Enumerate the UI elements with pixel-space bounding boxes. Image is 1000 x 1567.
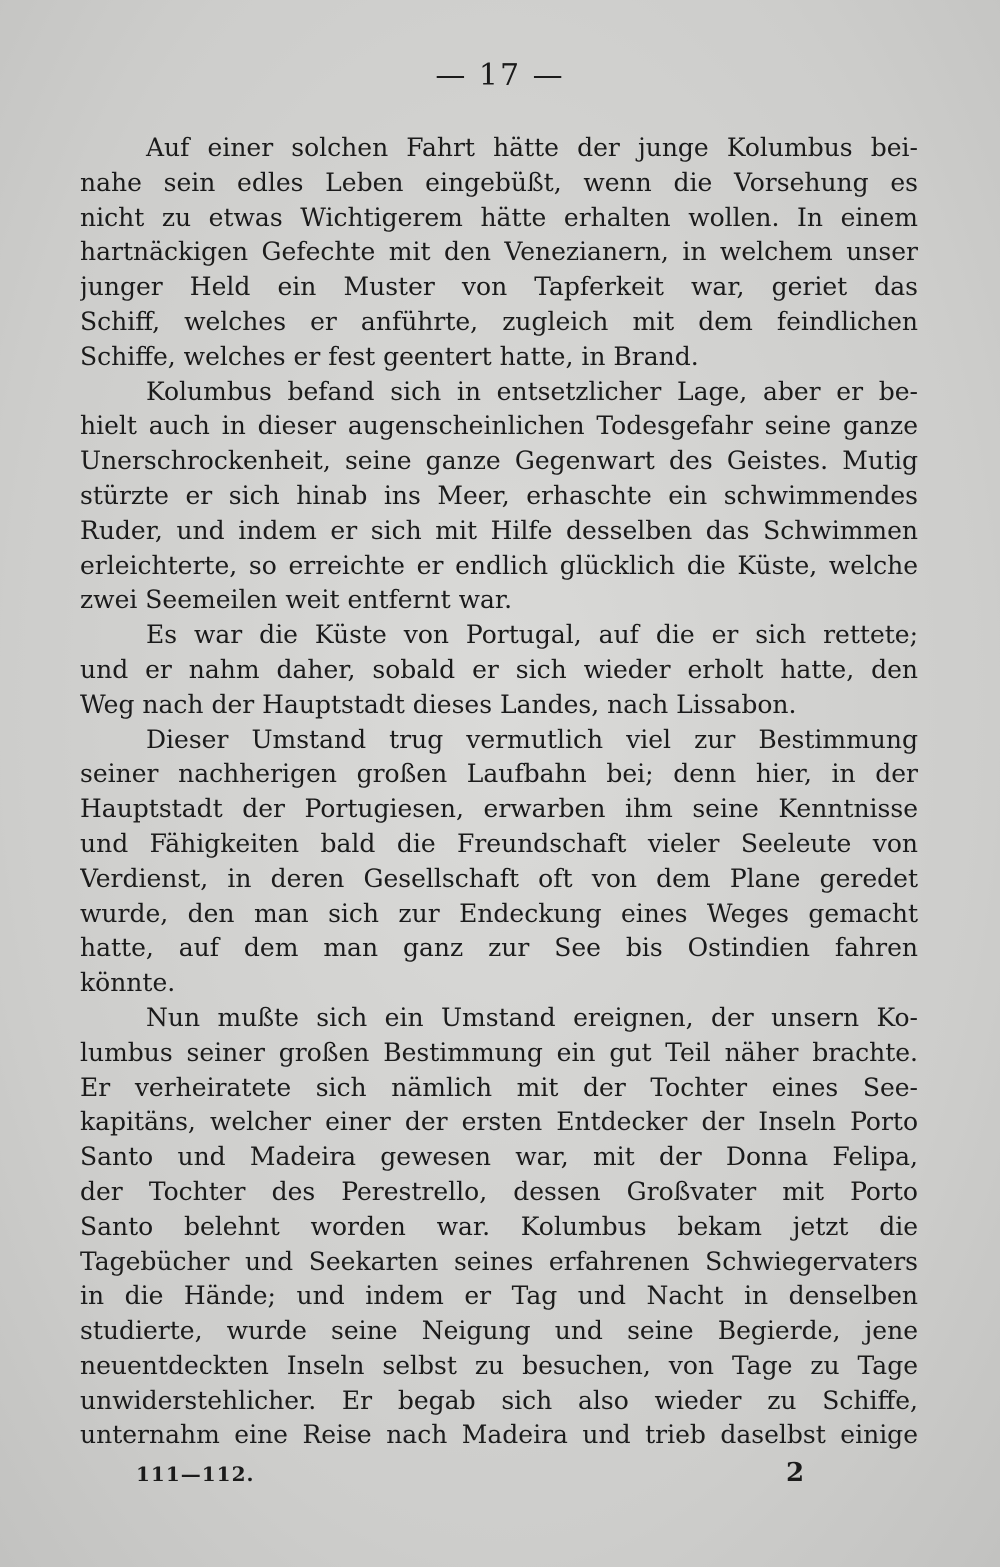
text-line: und Fähigkeiten bald die Freundschaft vieler Seeleute von bbox=[80, 828, 918, 858]
text-line: Es war die Küste von Portugal, auf die er sich rettete; bbox=[146, 620, 918, 650]
page-number-header: — 17 — bbox=[435, 58, 565, 93]
signature-mark: 111—112. bbox=[136, 1462, 255, 1486]
text-line: Ruder, und indem er sich mit Hilfe desselben das Schwimmen bbox=[80, 515, 918, 545]
text-line: Dieser Umstand trug vermutlich viel zur Bestimmung bbox=[146, 724, 918, 754]
text-line: neuentdeckten Inseln selbst zu besuchen, von Tage zu Tage bbox=[80, 1350, 918, 1380]
text-line: unwiderstehlicher. Er begab sich also wieder zu Schiffe, bbox=[80, 1385, 918, 1415]
text-line: wurde, den man sich zur Endeckung eines Weges gemacht bbox=[80, 898, 918, 928]
text-line: Schiffe, welches er fest geentert hatte, in Brand. bbox=[80, 341, 699, 371]
text-line: seiner nachherigen großen Laufbahn bei; denn hier, in der bbox=[80, 759, 918, 789]
text-line: Santo belehnt worden war. Kolumbus bekam jetzt die bbox=[80, 1211, 918, 1241]
text-line: kapitäns, welcher einer der ersten Entdecker der Inseln Porto bbox=[80, 1107, 918, 1137]
text-line: könnte. bbox=[80, 968, 176, 998]
paragraph bbox=[80, 375, 918, 619]
text-line: Santo und Madeira gewesen war, mit der Donna Felipa, bbox=[80, 1142, 918, 1172]
text-line: Auf einer solchen Fahrt hätte der junge Kolumbus bei- bbox=[146, 133, 918, 162]
sheet-number: 2 bbox=[786, 1458, 805, 1488]
text-line: studierte, wurde seine Neigung und seine Begierde, jene bbox=[80, 1316, 918, 1346]
paragraph bbox=[80, 1001, 918, 1453]
paragraph bbox=[80, 618, 918, 722]
text-line: unternahm eine Reise nach Madeira und trieb daselbst einige bbox=[80, 1420, 918, 1450]
text-line: nicht zu etwas Wichtigerem hätte erhalten wollen. In einem bbox=[80, 202, 918, 232]
text-line: Verdienst, in deren Gesellschaft oft von dem Plane geredet bbox=[80, 863, 918, 893]
paragraph bbox=[80, 131, 918, 375]
text-line: Nun mußte sich ein Umstand ereignen, der unsern Ko- bbox=[146, 1002, 918, 1032]
text-line: stürzte er sich hinab ins Meer, erhaschte ein schwimmendes bbox=[80, 480, 918, 510]
text-line: hielt auch in dieser augenscheinlichen Todesgefahr seine ganze bbox=[80, 411, 918, 441]
text-line: Er verheiratete sich nämlich mit der Tochter eines See- bbox=[80, 1072, 918, 1102]
text-line: Tagebücher und Seekarten seines erfahrenen Schwiegervaters bbox=[80, 1246, 918, 1276]
text-line: Kolumbus befand sich in entsetzlicher Lage, aber er be- bbox=[146, 376, 918, 406]
text-line: lumbus seiner großen Bestimmung ein gut Teil näher brachte. bbox=[80, 1037, 918, 1067]
text-line: der Tochter des Perestrello, dessen Großvater mit Porto bbox=[80, 1176, 918, 1206]
text-line: in die Hände; und indem er Tag und Nacht in denselben bbox=[80, 1281, 918, 1311]
text-line: erleichterte, so erreichte er endlich glücklich die Küste, welche bbox=[80, 550, 918, 580]
text-line: Weg nach der Hauptstadt dieses Landes, nach Lissabon. bbox=[80, 689, 797, 719]
paragraph bbox=[80, 723, 918, 1001]
text-line: Unerschrockenheit, seine ganze Gegenwart des Geistes. Mutig bbox=[80, 446, 918, 476]
text-line: zwei Seemeilen weit entfernt war. bbox=[80, 585, 513, 615]
text-line: nahe sein edles Leben eingebüßt, wenn die Vorsehung es bbox=[80, 167, 918, 197]
text-line: junger Held ein Muster von Tapferkeit war, geriet das bbox=[80, 272, 918, 302]
text-line: Hauptstadt der Portugiesen, erwarben ihm seine Kenntnisse bbox=[80, 794, 918, 824]
text-line: und er nahm daher, sobald er sich wieder erholt hatte, den bbox=[80, 654, 918, 684]
text-line: Schiff, welches er anführte, zugleich mit dem feindlichen bbox=[80, 306, 918, 336]
text-line: hatte, auf dem man ganz zur See bis Ostindien fahren bbox=[80, 933, 918, 963]
body-text bbox=[80, 131, 918, 1453]
text-line: hartnäckigen Gefechte mit den Venezianern, in welchem unser bbox=[80, 237, 918, 267]
